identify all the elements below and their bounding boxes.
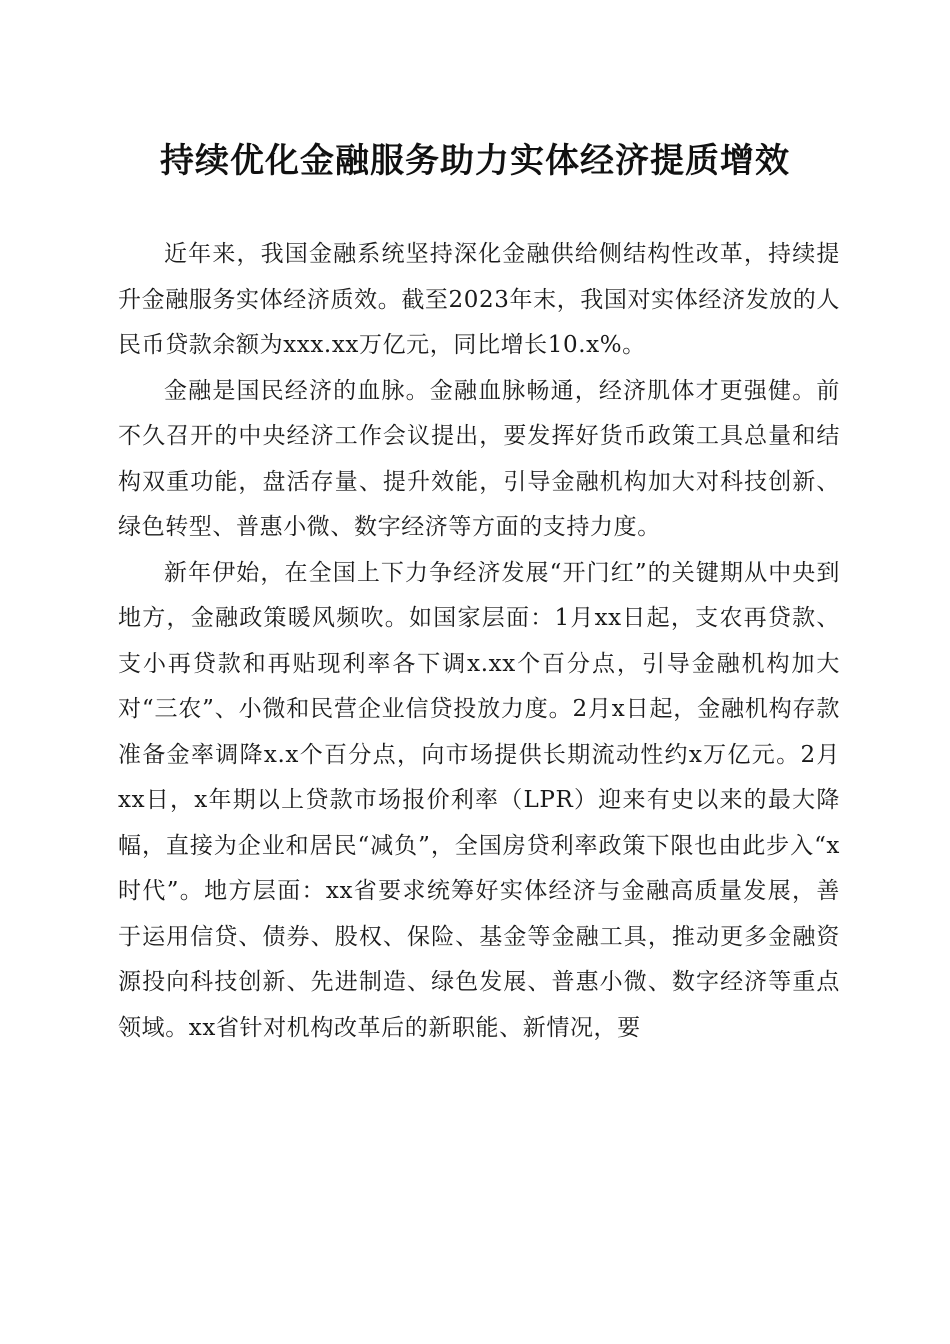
document-title: 持续优化金融服务助力实体经济提质增效 — [160, 141, 790, 181]
paragraph-3: 新年伊始，在全国上下力争经济发展“开门红”的关键期从中央到地方，金融政策暖风频吹。如国家层面：1月xx日起，支农再贷款、支小再贷款和再贴现利率各下调x.xx个百分点，引导金融机构加大对“三农”、小微和民营企业信贷投放力度。2月x日起，金融机构存款准备金率调降x.x个百分点，向市场提供长期流动性约x万亿元。2月xx日，x年期以上贷款市场报价利率（LPR）迎来有史以来的最大降幅，直接为企业和居民“减负”，全国房贷利率政策下限也由此步入“x时代”。地方层面：xx省要求统筹好实体经济与金融高质量发展，善于运用信贷、债券、股权、保险、基金等金融工具，推动更多金融资源投向科技创新、先进制造、绿色发展、普惠小微、数字经济等重点领域。xx省针对机构改革后的新职能、新情况，要 — [118, 559, 840, 1041]
document-body — [118, 232, 840, 1051]
paragraph-2: 金融是国民经济的血脉。金融血脉畅通，经济肌体才更强健。前不久召开的中央经济工作会议提出，要发挥好货币政策工具总量和结构双重功能，盘活存量、提升效能，引导金融机构加大对科技创新、绿色转型、普惠小微、数字经济等方面的支持力度。 — [118, 377, 840, 540]
paragraph-1: 近年来，我国金融系统坚持深化金融供给侧结构性改革，持续提升金融服务实体经济质效。截至2023年末，我国对实体经济发放的人民币贷款余额为xxx.xx万亿元，同比增长10.x%。 — [118, 241, 840, 358]
